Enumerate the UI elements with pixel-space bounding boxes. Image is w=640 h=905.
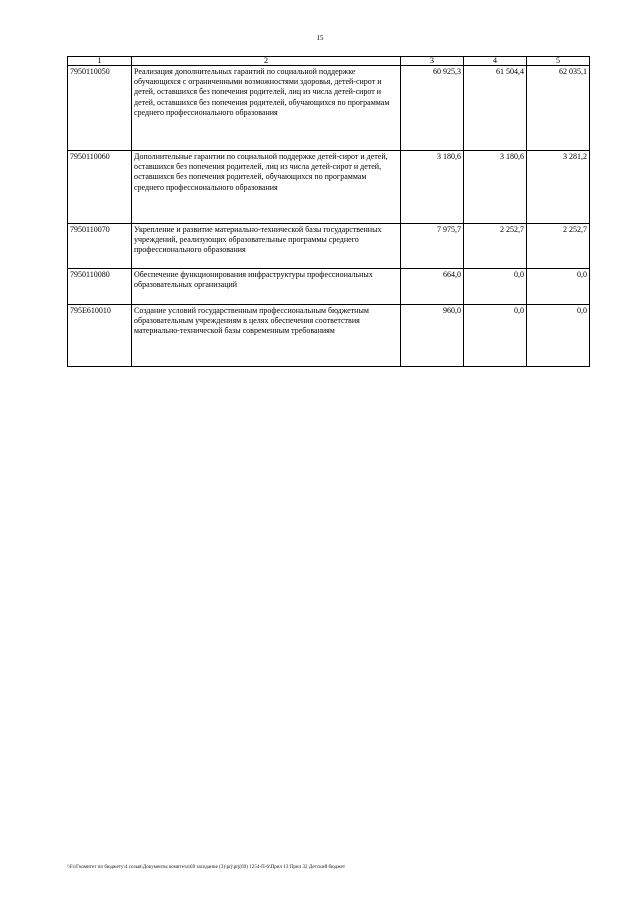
row-description: Укрепление и развитие материально-технической базы государственных учреждений, реализующих образовательные программы среднего профессионального образования xyxy=(132,224,401,269)
table-header-row xyxy=(68,57,590,66)
row-value-col3: 664,0 xyxy=(401,269,464,305)
row-value-col4: 2 252,7 xyxy=(464,224,527,269)
column-header-4: 4 xyxy=(464,57,527,66)
row-value-col5: 0,0 xyxy=(527,305,590,367)
row-value-col4: 61 504,4 xyxy=(464,66,527,151)
row-value-col4: 0,0 xyxy=(464,269,527,305)
row-value-col5: 3 281,2 xyxy=(527,151,590,224)
row-value-col5: 2 252,7 xyxy=(527,224,590,269)
row-value-col5: 62 035,1 xyxy=(527,66,590,151)
budget-table xyxy=(67,56,590,367)
column-header-1: 1 xyxy=(68,57,132,66)
row-value-col3: 960,0 xyxy=(401,305,464,367)
file-path-footer: \\Fs\Гкомитет по бюджету\4 созыв\Документы комитета\69 заседание (3)\prj\prj(69) 1254-П-6\Прил 13 Прил 32 Детский бюджет xyxy=(67,865,346,870)
column-header-3: 3 xyxy=(401,57,464,66)
row-description: Дополнительные гарантии по социальной поддержке детей-сирот и детей, оставшихся без попечения родителей, лиц из числа детей-сирот и детей, оставшихся без попечения родителей, обучающихся по программам среднего профессионального образования xyxy=(132,151,401,224)
table-row xyxy=(68,224,590,269)
row-value-col3: 3 180,6 xyxy=(401,151,464,224)
table-row xyxy=(68,151,590,224)
column-header-2: 2 xyxy=(132,57,401,66)
row-code: 7950110070 xyxy=(68,224,132,269)
row-description: Обеспечение функционирования инфраструктуры профессиональных образовательных организаций xyxy=(132,269,401,305)
table-row xyxy=(68,269,590,305)
row-code: 7950110060 xyxy=(68,151,132,224)
row-value-col3: 60 925,3 xyxy=(401,66,464,151)
page-number: 15 xyxy=(316,34,324,42)
row-value-col5: 0,0 xyxy=(527,269,590,305)
row-code: 7950110050 xyxy=(68,66,132,151)
row-description: Реализация дополнительных гарантий по социальной поддержке обучающихся с ограниченными возможностями здоровья, детей-сирот и детей, оставшихся без попечения родителей, лиц из числа детей-сирот и детей, оставшихся без попечения родителей, обучающихся по программам среднего профессионального образования xyxy=(132,66,401,151)
row-code: 7950110080 xyxy=(68,269,132,305)
row-value-col4: 3 180,6 xyxy=(464,151,527,224)
table-row xyxy=(68,66,590,151)
row-value-col4: 0,0 xyxy=(464,305,527,367)
row-value-col3: 7 975,7 xyxy=(401,224,464,269)
row-code: 795Е610010 xyxy=(68,305,132,367)
table-row xyxy=(68,305,590,367)
column-header-5: 5 xyxy=(527,57,590,66)
row-description: Создание условий государственным профессиональным бюджетным образовательным учреждениям в целях обеспечения соответствия материально-технической базы современным требованиям xyxy=(132,305,401,367)
